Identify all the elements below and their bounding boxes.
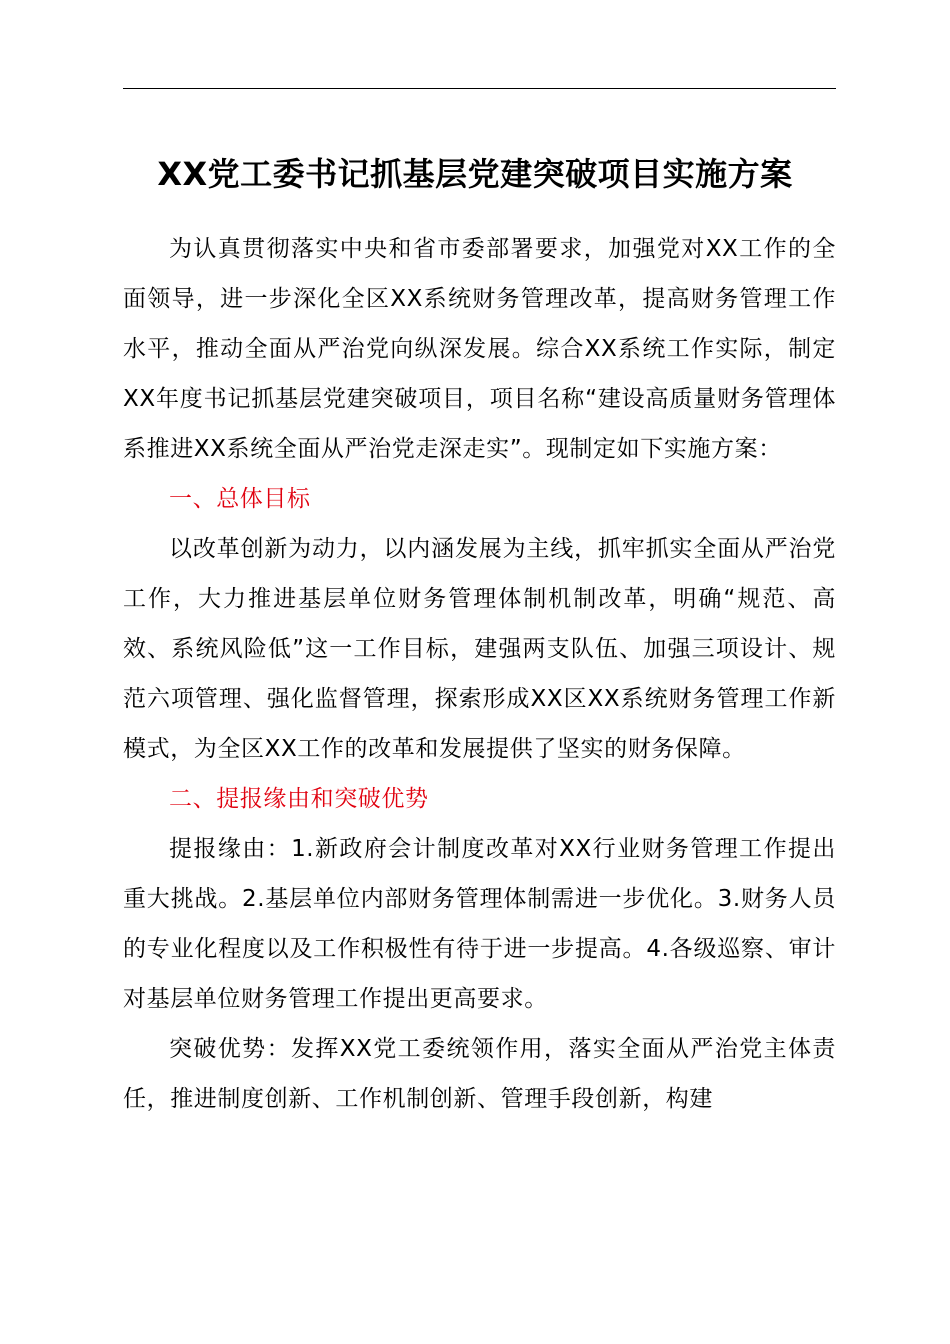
document-body: [123, 224, 836, 1124]
intro-paragraph: 为认真贯彻落实中央和省市委部署要求，加强党对XX工作的全面领导，进一步深化全区XX系统财务管理改革，提高财务管理工作水平，推动全面从严治党向纵深发展。综合XX系统工作实际，制定XX年度书记抓基层党建突破项目，项目名称“建设高质量财务管理体系推进XX系统全面从严治党走深走实”。现制定如下实施方案：: [123, 236, 836, 462]
section-heading-reasons-advantages: 二、提报缘由和突破优势: [169, 786, 429, 812]
overall-goal-paragraph: 以改革创新为动力，以内涵发展为主线，抓牢抓实全面从严治党工作，大力推进基层单位财务管理体制机制改革，明确“规范、高效、系统风险低”这一工作目标，建强两支队伍、加强三项设计、规范六项管理、强化监督管理，探索形成XX区XX系统财务管理工作新模式，为全区XX工作的改革和发展提供了坚实的财务保障。: [123, 536, 836, 762]
header-rule: [123, 88, 836, 89]
document-title: XX党工委书记抓基层党建突破项目实施方案: [157, 155, 793, 193]
section-heading-overall-goal: 一、总体目标: [169, 486, 311, 512]
reasons-paragraph: 提报缘由：1.新政府会计制度改革对XX行业财务管理工作提出重大挑战。2.基层单位内部财务管理体制需进一步优化。3.财务人员的专业化程度以及工作积极性有待于进一步提高。4.各级巡察、审计对基层单位财务管理工作提出更高要求。: [123, 836, 836, 1012]
advantages-paragraph: 突破优势：发挥XX党工委统领作用，落实全面从严治党主体责任，推进制度创新、工作机制创新、管理手段创新，构建: [123, 1036, 836, 1112]
